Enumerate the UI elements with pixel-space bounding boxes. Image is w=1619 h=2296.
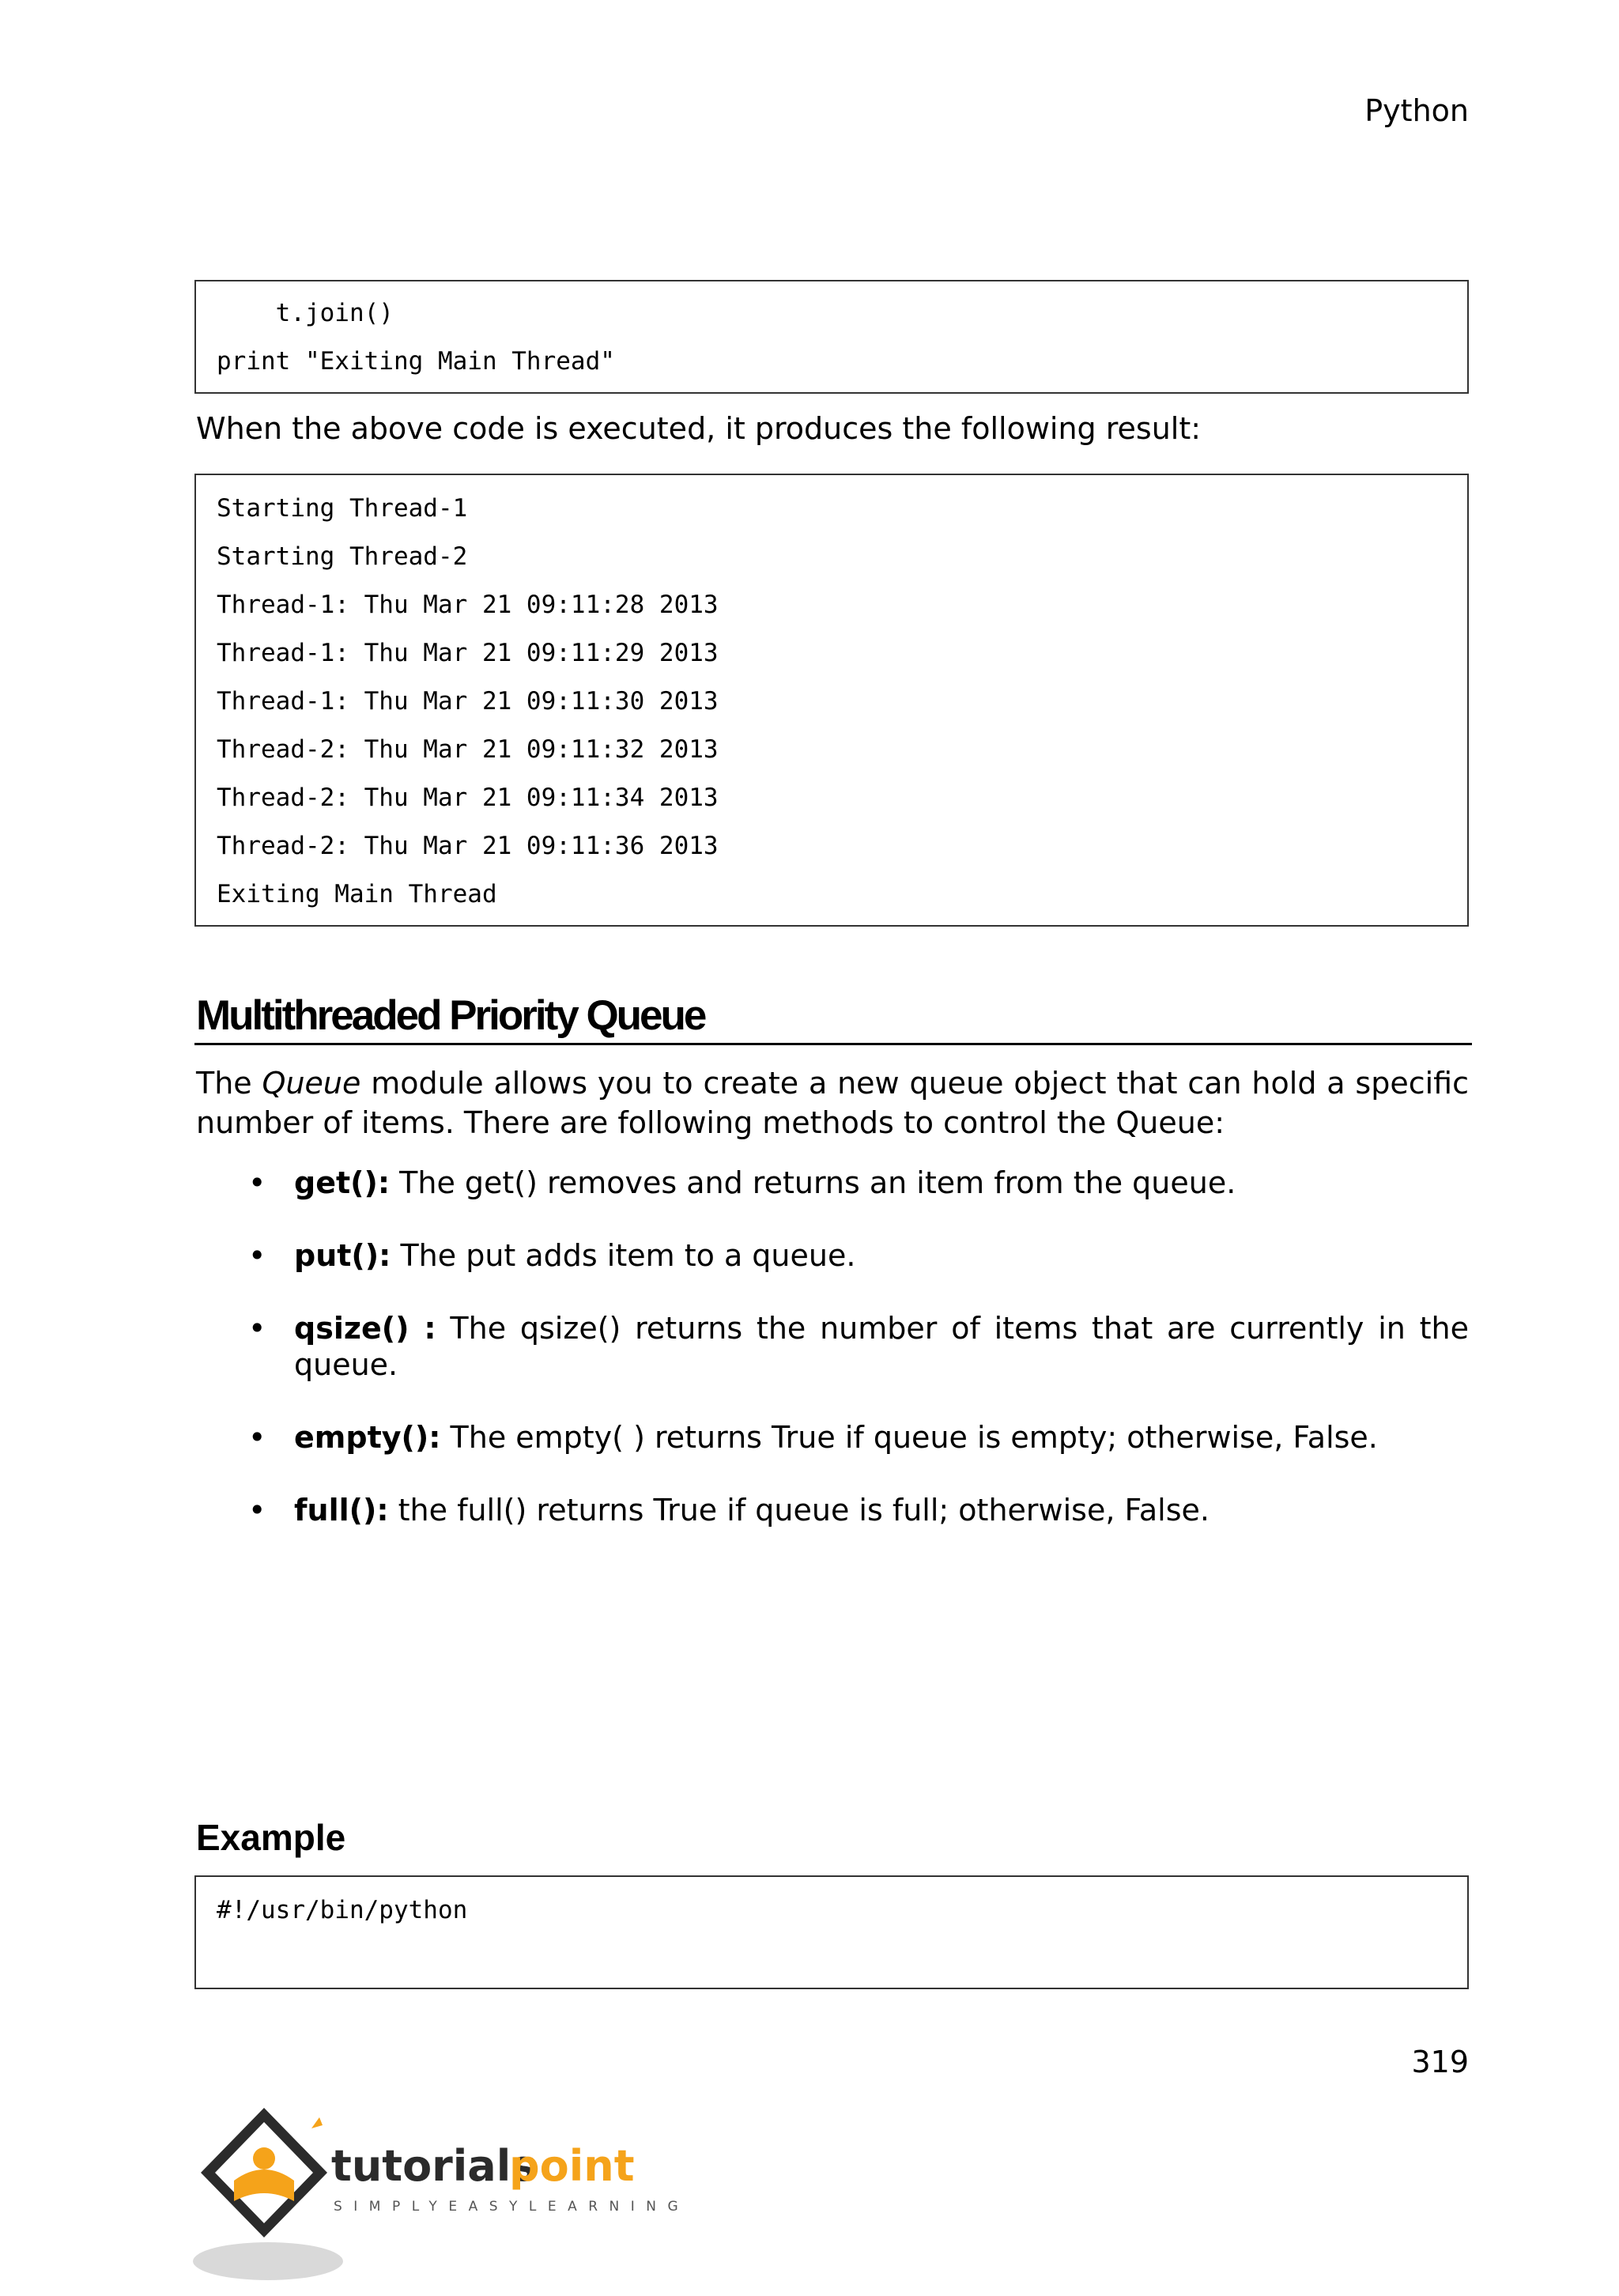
logo-text-point: point: [509, 2141, 635, 2191]
section-intro: [196, 1063, 1469, 1142]
intro-emph: Queue: [262, 1066, 361, 1101]
code-block: [194, 280, 1469, 394]
tutorialspoint-logo: [193, 2103, 683, 2293]
bullet-icon: •: [248, 1311, 266, 1346]
output-line: Thread-2: Thu Mar 21 09:11:34 2013: [217, 784, 719, 812]
reader-head-icon: [253, 2147, 275, 2169]
logo-text-tutorials: tutorials: [331, 2141, 537, 2191]
bullet-icon: •: [248, 1238, 266, 1273]
output-line: Starting Thread-2: [217, 542, 468, 571]
bullet-icon: •: [248, 1420, 266, 1455]
method-item-empty: [248, 1419, 1469, 1456]
intro-rest: module allows you to create a new queue object that can hold a specific number of items. There are following methods to control the Queue:: [196, 1066, 1469, 1140]
method-desc: The empty( ) returns True if queue is empty; otherwise, False.: [440, 1420, 1378, 1455]
method-term: full():: [294, 1493, 389, 1528]
method-desc: The get() removes and returns an item from the queue.: [390, 1165, 1236, 1200]
section-heading: Multithreaded Priority Queue: [196, 992, 705, 1039]
output-line: Thread-1: Thu Mar 21 09:11:28 2013: [217, 591, 719, 619]
output-line: Thread-2: Thu Mar 21 09:11:36 2013: [217, 832, 719, 860]
example-heading: Example: [196, 1817, 346, 1858]
method-item-put: [248, 1237, 1469, 1274]
method-term: empty():: [294, 1420, 441, 1455]
output-line: Thread-1: Thu Mar 21 09:11:30 2013: [217, 687, 719, 716]
logo-shadow: [193, 2242, 343, 2280]
code-line: t.join(): [217, 299, 394, 327]
page-number: 319: [1411, 2045, 1469, 2079]
method-term: get():: [294, 1165, 391, 1200]
method-item-qsize: [248, 1310, 1470, 1383]
method-term: put():: [294, 1238, 391, 1273]
method-desc: The qsize() returns the number of items that are currently in the queue.: [294, 1311, 1470, 1382]
intro-prefix: The: [196, 1066, 262, 1101]
code-line: print "Exiting Main Thread": [217, 347, 615, 376]
method-desc: The put adds item to a queue.: [391, 1238, 856, 1273]
example-code-block: [194, 1875, 1469, 1989]
bullet-icon: •: [248, 1493, 266, 1528]
method-desc: the full() returns True if queue is full; otherwise, False.: [388, 1493, 1210, 1528]
result-intro: When the above code is executed, it produces the following result:: [196, 411, 1202, 446]
logo-graphic: [193, 2103, 683, 2293]
output-line: Starting Thread-1: [217, 494, 468, 523]
output-line: Thread-2: Thu Mar 21 09:11:32 2013: [217, 735, 719, 764]
output-line: Thread-1: Thu Mar 21 09:11:29 2013: [217, 639, 719, 667]
output-block: [194, 474, 1469, 927]
method-term: qsize() :: [294, 1311, 436, 1346]
method-item-get: [248, 1165, 1469, 1201]
running-header: Python: [1364, 93, 1469, 128]
output-line: Exiting Main Thread: [217, 880, 497, 908]
spark-icon: [311, 2117, 323, 2128]
bullet-icon: •: [248, 1165, 266, 1200]
logo-tagline: SIMPLYEASYLEARNING: [334, 2199, 683, 2215]
heading-rule: [194, 1043, 1472, 1045]
code-line: #!/usr/bin/python: [217, 1896, 468, 1924]
method-item-full: [248, 1492, 1469, 1528]
